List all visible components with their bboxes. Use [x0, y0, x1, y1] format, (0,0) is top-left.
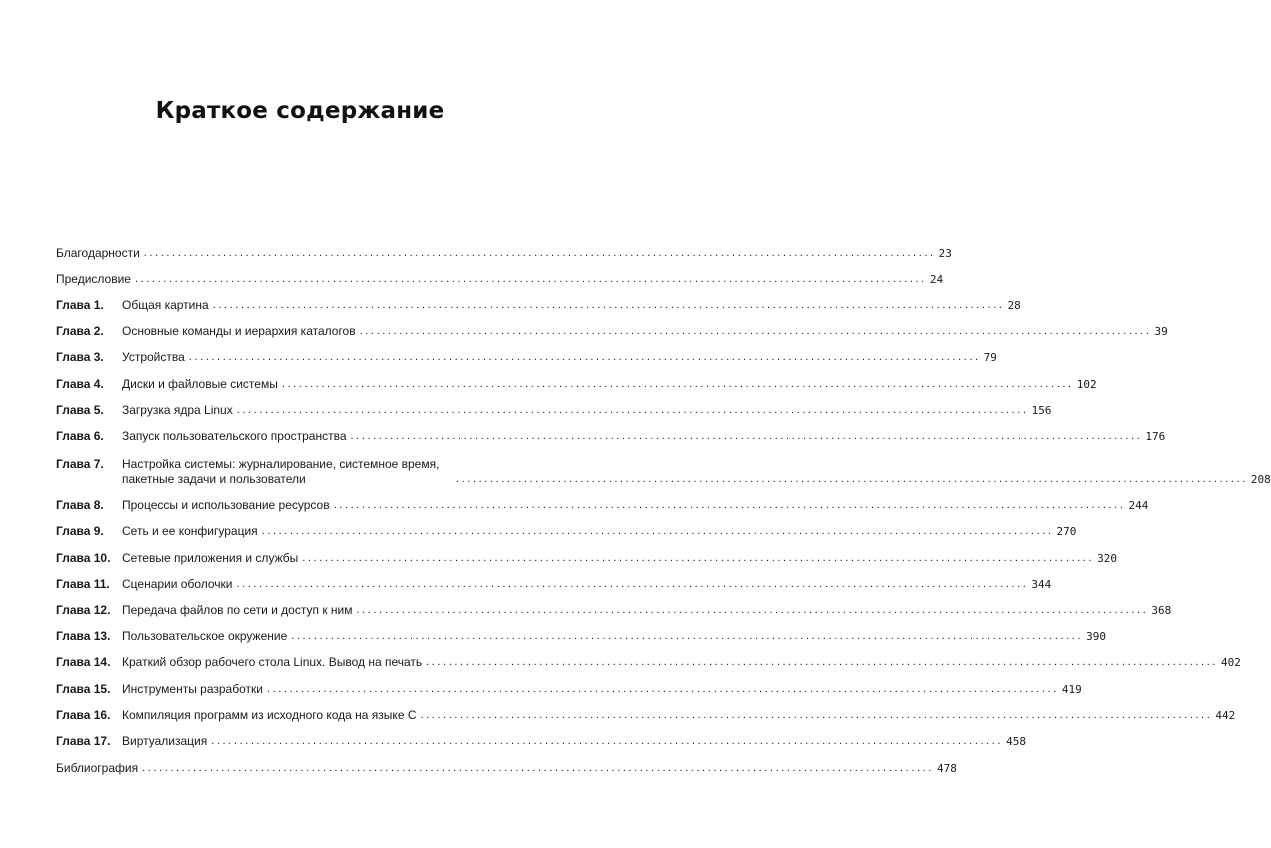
toc-page-number: 390	[1086, 630, 1106, 643]
dot-leader: ............................................................................................................................................	[291, 630, 1084, 642]
toc-page-number: 402	[1221, 656, 1241, 669]
toc-page-number: 24	[929, 273, 944, 286]
chapter-label: Глава 14.	[56, 655, 111, 669]
toc-page-number: 156	[1031, 404, 1052, 417]
toc-entry-title: Инструменты разработки	[122, 682, 263, 696]
toc-entry-title: Основные команды и иерархия каталогов	[122, 324, 356, 338]
dot-leader: ............................................................................................................................................	[134, 273, 927, 285]
dot-leader: ............................................................................................................................................	[281, 378, 1074, 390]
toc-page-number: 244	[1128, 499, 1149, 512]
chapter-label: Глава 6.	[56, 429, 104, 443]
toc-entry-title: Предисловие	[56, 272, 131, 286]
dot-leader: ............................................................................................................................................	[359, 325, 1152, 337]
dot-leader: ............................................................................................................................................	[420, 709, 1213, 721]
chapter-label: Глава 4.	[56, 377, 104, 391]
chapter-label: Глава 13.	[56, 629, 111, 643]
toc-page-number: 368	[1151, 604, 1172, 617]
chapter-label: Глава 17.	[56, 734, 111, 748]
dot-leader: ............................................................................................................................................	[456, 473, 1248, 485]
chapter-label: Глава 5.	[56, 403, 104, 417]
toc-page-number: 419	[1061, 683, 1082, 696]
chapter-label: Глава 3.	[56, 350, 104, 364]
toc-page-number: 23	[938, 247, 952, 260]
dot-leader: ............................................................................................................................................	[142, 762, 934, 774]
toc-page-number: 344	[1031, 578, 1052, 591]
toc-entry-title: Сетевые приложения и службы	[122, 551, 299, 565]
chapter-label: Глава 16.	[56, 708, 111, 722]
toc-page-number: 208	[1250, 473, 1271, 486]
toc-page-number: 102	[1076, 378, 1097, 391]
dot-leader: ............................................................................................................................................	[266, 683, 1059, 695]
toc-entry-title: Библиография	[56, 761, 139, 775]
chapter-label: Глава 2.	[56, 324, 104, 338]
toc-entry-title: Пользовательское окружение	[122, 629, 288, 643]
chapter-label: Глава 10.	[56, 551, 111, 565]
dot-leader: ............................................................................................................................................	[143, 247, 936, 259]
toc-page-number: 442	[1215, 709, 1236, 722]
toc-entry-title: Компиляция программ из исходного кода на языке C	[122, 708, 417, 722]
toc-entry-title: Общая картина	[122, 298, 209, 312]
toc-entry-title: Запуск пользовательского пространства	[122, 429, 347, 443]
toc-entry-title: Сеть и ее конфигурация	[122, 524, 258, 538]
chapter-label: Глава 7.	[56, 457, 104, 471]
dot-leader: ............................................................................................................................................	[333, 499, 1126, 511]
dot-leader: ............................................................................................................................................	[211, 735, 1004, 747]
toc-page-number: 79	[983, 351, 997, 364]
chapter-label: Глава 1.	[56, 298, 104, 312]
toc-entry-title: Диски и файловые системы	[122, 377, 278, 391]
toc-entry-title: Краткий обзор рабочего стола Linux. Вывод на печать	[122, 655, 423, 669]
toc-entry-title: Благодарности	[56, 246, 140, 260]
dot-leader: ............................................................................................................................................	[426, 656, 1219, 668]
chapter-label: Глава 9.	[56, 524, 104, 538]
toc-entry-title: Устройства	[122, 350, 185, 364]
table-of-contents	[56, 0, 1271, 848]
toc-entry-title: Настройка системы: журналирование, системное время, пакетные задачи и пользователи	[122, 457, 440, 486]
dot-leader: ............................................................................................................................................	[188, 351, 981, 363]
toc-page-number: 28	[1007, 299, 1021, 312]
chapter-label: Глава 15.	[56, 682, 111, 696]
toc-entry-title: Загрузка ядра Linux	[122, 403, 233, 417]
chapter-label: Глава 12.	[56, 603, 111, 617]
dot-leader: ............................................................................................................................................	[212, 299, 1005, 311]
toc-entry-title: Сценарии оболочки	[122, 577, 233, 591]
toc-page-number: 320	[1097, 552, 1117, 565]
toc-page-number: 270	[1056, 525, 1077, 538]
toc-entry-title: Виртуализация	[122, 734, 208, 748]
chapter-label: Глава 11.	[56, 577, 110, 591]
toc-page-number: 478	[936, 762, 957, 775]
toc-page-number: 176	[1145, 430, 1166, 443]
dot-leader: ............................................................................................................................................	[236, 404, 1029, 416]
chapter-label: Глава 8.	[56, 498, 104, 512]
toc-entry-title: Процессы и использование ресурсов	[122, 498, 330, 512]
dot-leader: ............................................................................................................................................	[261, 525, 1054, 537]
page-title: Краткое содержание	[155, 98, 445, 124]
dot-leader: ............................................................................................................................................	[302, 552, 1095, 564]
toc-entry-title: Передача файлов по сети и доступ к ним	[122, 603, 353, 617]
dot-leader: ............................................................................................................................................	[356, 604, 1149, 616]
toc-page-number: 458	[1006, 735, 1026, 748]
dot-leader: ............................................................................................................................................	[350, 430, 1143, 442]
toc-page-number: 39	[1154, 325, 1168, 338]
dot-leader: ............................................................................................................................................	[236, 578, 1029, 590]
